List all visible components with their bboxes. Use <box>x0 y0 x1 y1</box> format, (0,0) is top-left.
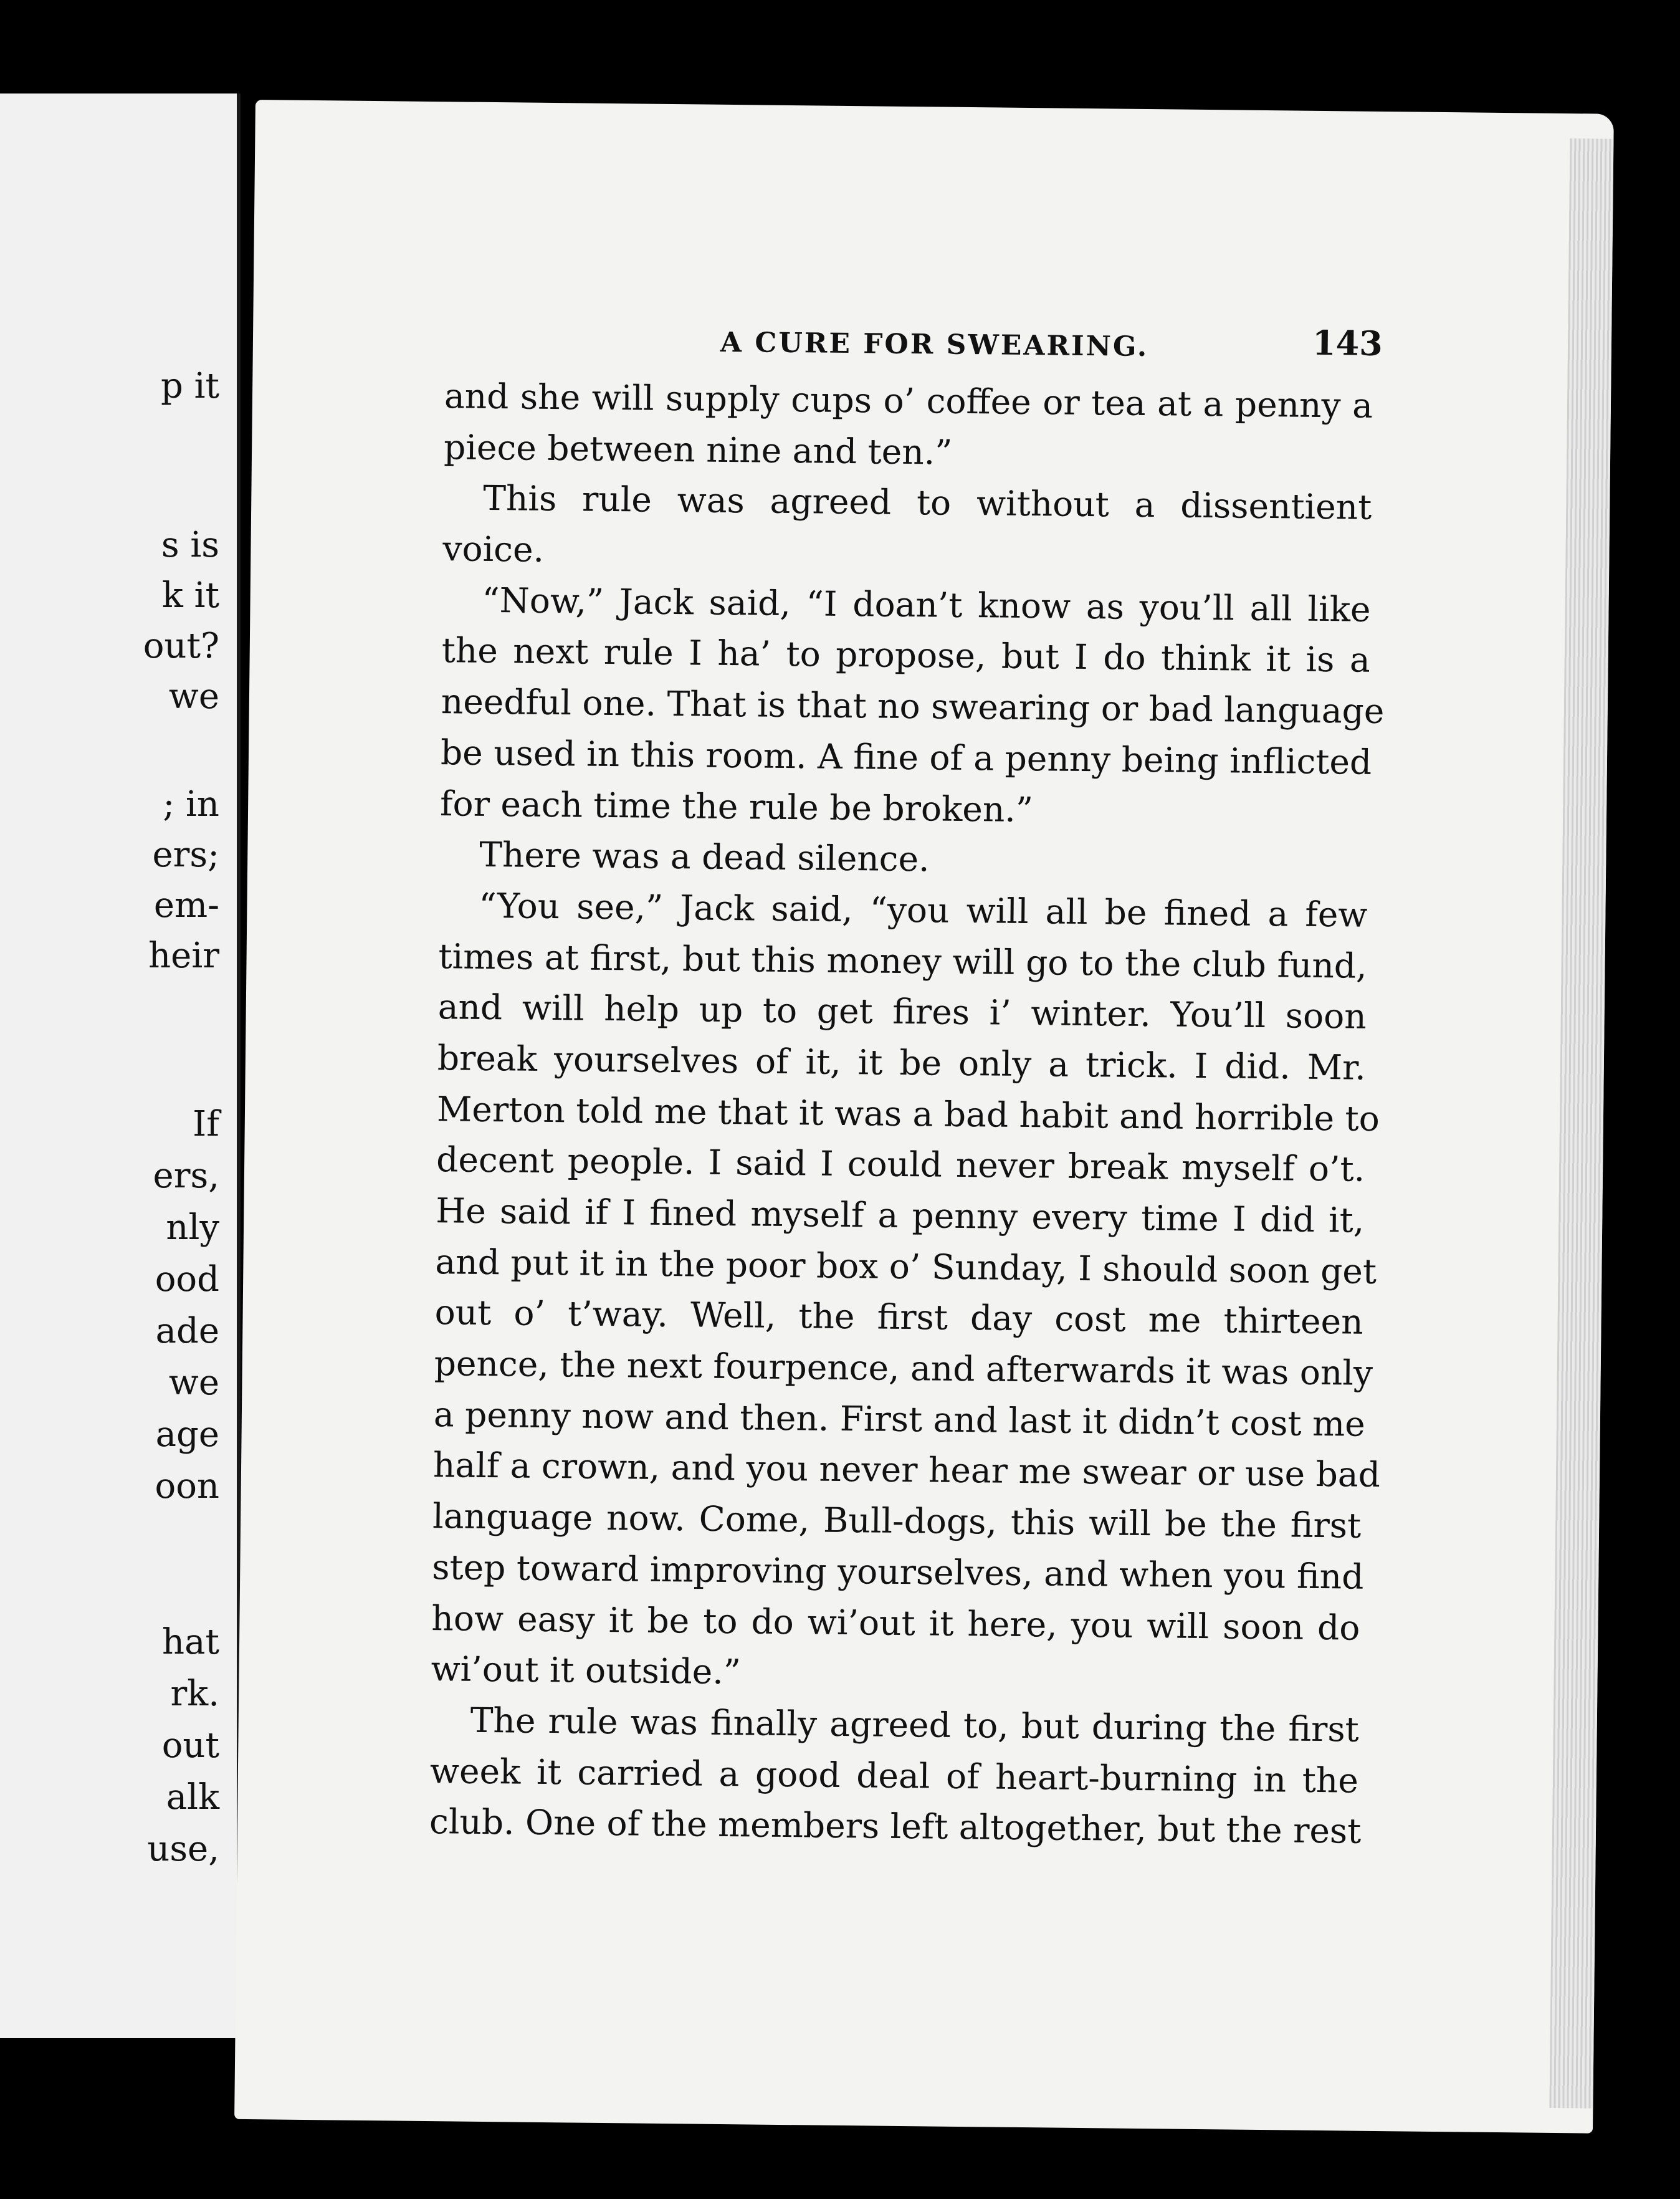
text-line: piece between nine and ten.” <box>443 426 953 472</box>
left-fragment: ade <box>155 1311 219 1351</box>
text-line: and will help up to get fires i’ winter. You’ll soon <box>437 987 1367 1037</box>
text-line: pence, the next fourpence, and afterwards it was only <box>434 1343 1373 1393</box>
text-line: This rule was agreed to without a dissentient <box>482 478 1372 528</box>
left-fragment: p it <box>160 366 219 406</box>
text-line: There was a dead silence. <box>479 835 930 879</box>
text-line: times at first, but this money will go to the club fund, <box>438 936 1367 986</box>
text-line: club. One of the members left altogether, but the rest <box>429 1801 1362 1851</box>
text-line: “Now,” Jack said, “I doan’t know as you’ll all like <box>482 580 1371 630</box>
body-text <box>429 371 1385 1857</box>
text-line: the next rule I ha’ to propose, but I do think it is a <box>441 630 1371 681</box>
text-line: needful one. That is that no swearing or bad language <box>441 681 1385 732</box>
left-fragment: rk. <box>170 1674 219 1714</box>
text-line: language now. Come, Bull-dogs, this will be the first <box>432 1496 1362 1546</box>
left-fragment: s is <box>161 525 219 565</box>
text-line: step toward improving yourselves, and when you find <box>432 1546 1364 1597</box>
left-fragment: em- <box>153 885 219 926</box>
text-line: be used in this room. A fine of a penny being inflicted <box>440 732 1372 782</box>
text-line: voice. <box>442 529 545 570</box>
text-line: and she will supply cups o’ coffee or tea at a penny a <box>444 376 1373 426</box>
left-fragment: k it <box>161 575 219 616</box>
left-fragment: oon <box>155 1466 219 1507</box>
left-fragment: nly <box>166 1207 219 1248</box>
text-line: and put it in the poor box o’ Sunday, I should soon get <box>435 1241 1377 1291</box>
left-fragment: out <box>161 1725 219 1766</box>
left-fragment: alk <box>166 1777 219 1818</box>
text-line: week it carried a good deal of heart-burning in the <box>429 1750 1359 1801</box>
left-fragment: heir <box>148 936 219 976</box>
left-fragment: age <box>155 1414 219 1455</box>
left-fragment: ers; <box>152 835 219 875</box>
text-line: Merton told me that it was a bad habit and horrible to <box>436 1088 1380 1139</box>
page-edge <box>1549 138 1613 2109</box>
page-number: 143 <box>1312 322 1383 363</box>
left-fragment: hat <box>162 1622 219 1662</box>
left-fragment: out? <box>143 626 219 666</box>
left-fragment: we <box>168 1363 219 1403</box>
left-fragment: ood <box>155 1259 219 1300</box>
left-fragment: ; in <box>163 784 219 825</box>
left-page <box>0 93 241 2038</box>
left-fragment: we <box>168 676 219 717</box>
text-line: for each time the rule be broken.” <box>439 783 1034 830</box>
left-fragment: ers, <box>153 1156 219 1196</box>
text-line: how easy it be to do wi’out it here, you will soon do <box>431 1598 1360 1648</box>
text-line: decent people. I said I could never break myself o’t. <box>436 1139 1365 1190</box>
text-line: The rule was finally agreed to, but during the first <box>470 1700 1360 1750</box>
running-head: A CURE FOR SWEARING. <box>720 326 1149 363</box>
left-fragment: use, <box>147 1829 219 1869</box>
text-line: out o’ t’way. Well, the first day cost me thirteen <box>434 1292 1363 1343</box>
left-fragment: If <box>193 1104 219 1144</box>
text-line: “You see,” Jack said, “you will all be fined a few <box>479 885 1368 935</box>
text-line: break yourselves of it, it be only a trick. I did. Mr. <box>437 1038 1367 1088</box>
text-line: He said if I fined myself a penny every time I did it, <box>436 1191 1365 1240</box>
text-line: wi’out it outside.” <box>431 1649 742 1692</box>
text-line: a penny now and then. First and last it didn’t cost me <box>433 1394 1366 1444</box>
right-page <box>234 100 1614 2134</box>
text-line: half a crown, and you never hear me swear or use bad <box>432 1445 1381 1495</box>
